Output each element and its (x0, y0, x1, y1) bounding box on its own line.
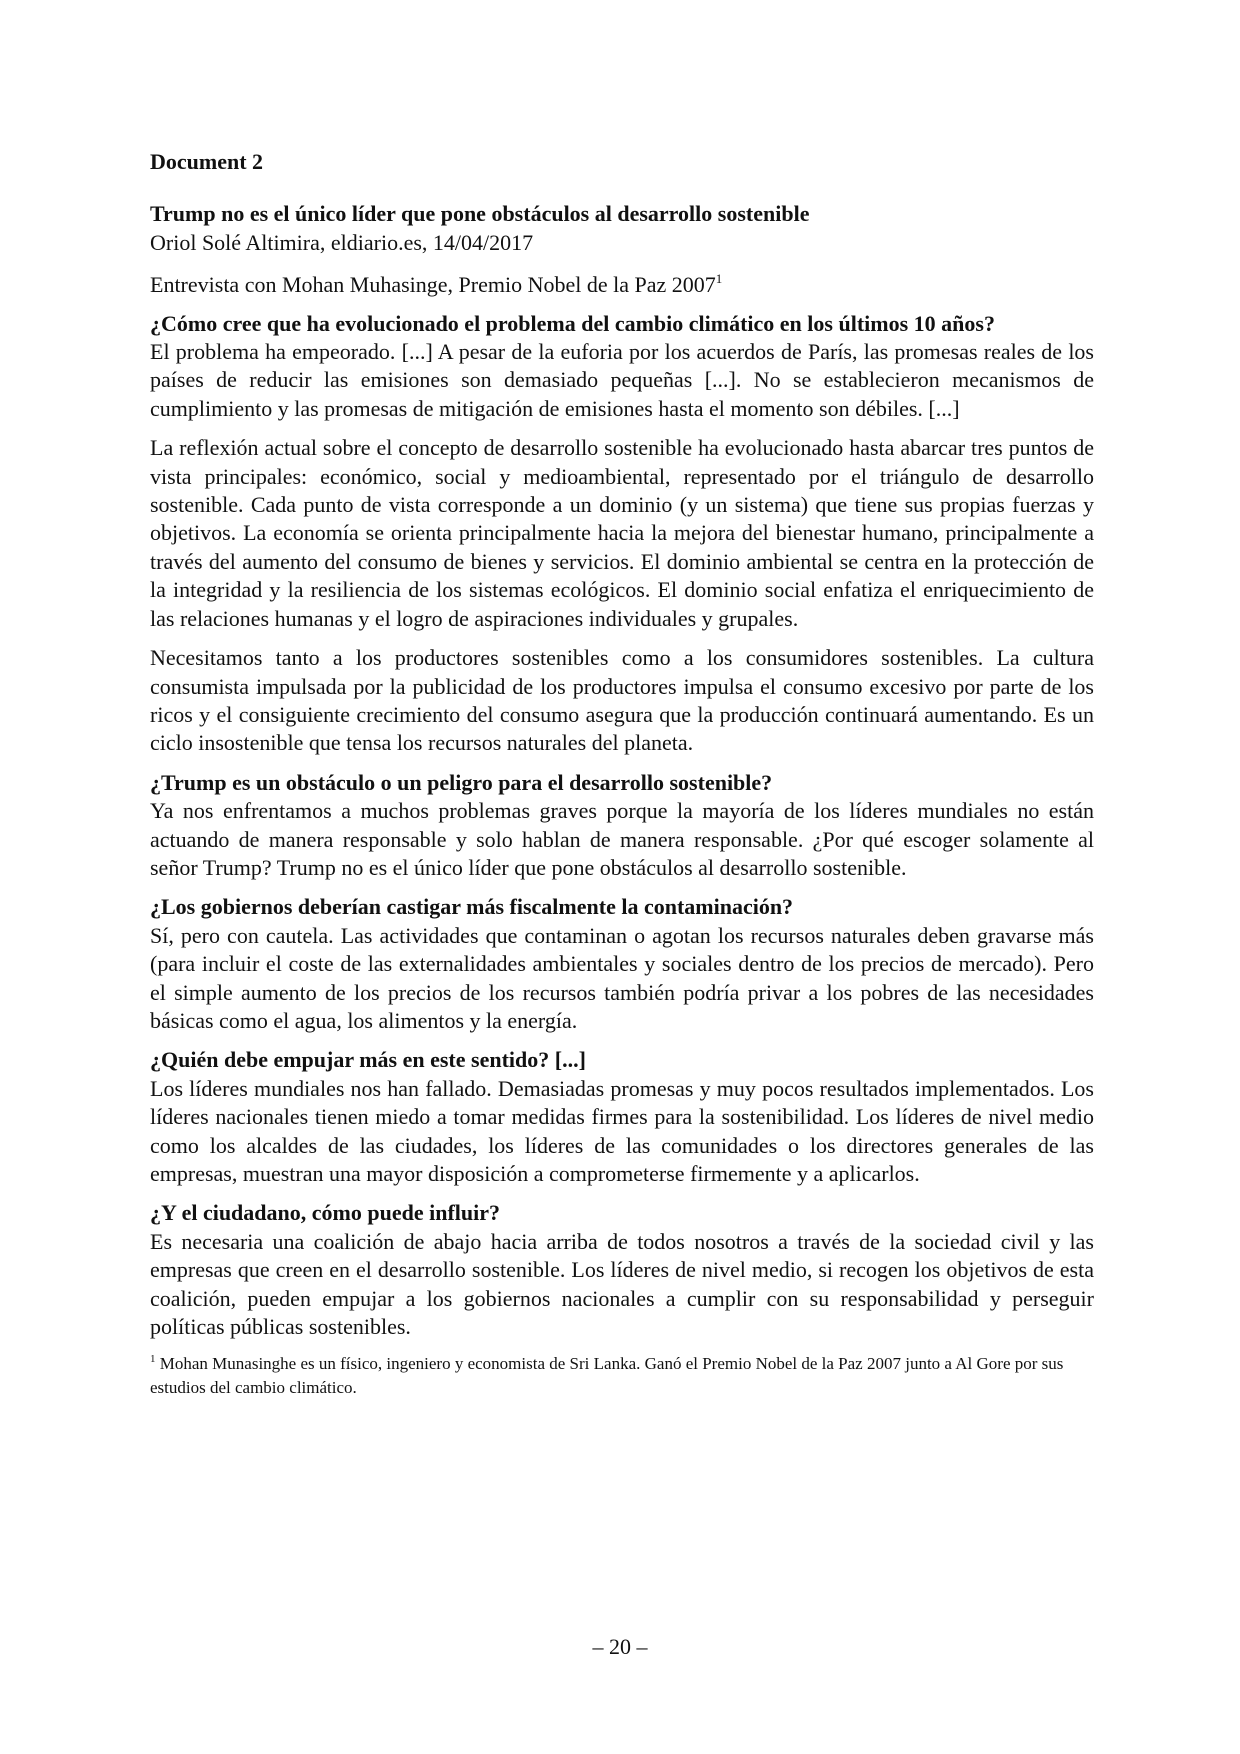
article-title: Trump no es el único líder que pone obstáculos al desarrollo sostenible (150, 201, 810, 227)
footnote-reference: 1 (715, 271, 723, 287)
answer-paragraph: El problema ha empeorado. [...] A pesar de la euforia por los acuerdos de París, las promesas reales de los países de reducir las emisiones son demasiado pequeñas [...]. No se establecieron mecanismos de cumplimiento y las promesas de mitigación de emisiones hasta el momento son débiles. [...] (150, 339, 1094, 421)
article-byline: Oriol Solé Altimira, eldiario.es, 14/04/2017 (150, 229, 534, 255)
document-page (150, 148, 1094, 1400)
document-label: Document 2 (150, 149, 264, 174)
answer-paragraph: Los líderes mundiales nos han fallado. Demasiadas promesas y muy pocos resultados implementados. Los líderes nacionales tienen miedo a tomar medidas firmes para la sostenibilidad. Los líderes de nivel medio como los alcaldes de las ciudades, los líderes de las comunidades o los directores generales de las empresas, muestran una mayor disposición a comprometerse firmemente y a aplicarlos. (150, 1075, 1094, 1186)
answer-paragraph: Ya nos enfrentamos a muchos problemas graves porque la mayoría de los líderes mundiales no están actuando de manera responsable y solo hablan de manera responsable. ¿Por qué escoger solamente al señor Trump? Trump no es el único líder que pone obstáculos al desarrollo sostenible. (150, 798, 1094, 880)
footnote-marker: 1 (150, 1353, 156, 1366)
question-climate-evolution: ¿Cómo cree que ha evolucionado el problema del cambio climático en los últimos 10 años? (150, 310, 995, 336)
footnote (150, 1352, 1094, 1400)
interview-intro-text: Entrevista con Mohan Muhasinge, Premio Nobel de la Paz 2007 (150, 272, 716, 298)
answer-paragraph: Sí, pero con cautela. Las actividades que contaminan o agotan los recursos naturales deben gravarse más (para incluir el coste de las externalidades ambientales y sociales dentro de los precios de mercado). Pero el simple aumento de los precios de los recursos también podría privar a los pobres de las necesidades básicas como el agua, los alimentos y la energía. (150, 922, 1094, 1033)
answer-paragraph: La reflexión actual sobre el concepto de desarrollo sostenible ha evolucionado hasta abarcar tres puntos de vista principales: económico, social y medioambiental, representado por el triángulo de desarrollo sostenible. Cada punto de vista corresponde a un dominio (y un sistema) que tiene sus propias fuerzas y objetivos. La economía se orienta principalmente hacia la mejora del bienestar humano, principalmente a través del aumento del consumo de bienes y servicios. El dominio ambiental se centra en la protección de la integridad y la resiliencia de los sistemas ecológicos. El dominio social enfatiza el enriquecimiento de las relaciones humanas y el logro de aspiraciones individuales y grupales. (150, 435, 1094, 631)
answer-paragraph: Necesitamos tanto a los productores sostenibles como a los consumidores sostenibles. La cultura consumista impulsada por la publicidad de los productores impulsa el consumo excesivo por parte de los ricos y el consiguiente crecimiento del consumo asegura que la producción continuará aumentando. Es un ciclo insostenible que tensa los recursos naturales del planeta. (150, 645, 1094, 756)
question-trump-obstacle: ¿Trump es un obstáculo o un peligro para el desarrollo sostenible? (150, 769, 773, 795)
interview-intro (150, 271, 1094, 299)
question-who-should-push: ¿Quién debe empujar más en este sentido? [...] (150, 1047, 586, 1073)
question-pollution-tax: ¿Los gobiernos deberían castigar más fiscalmente la contaminación? (150, 894, 794, 920)
footnote-text: Mohan Munasinghe es un físico, ingeniero y economista de Sri Lanka. Ganó el Premio Nobel de la Paz 2007 junto a Al Gore por sus estudios del cambio climático. (150, 1354, 1064, 1398)
page-number: – 20 – (592, 1634, 648, 1659)
answer-paragraph: Es necesaria una coalición de abajo hacia arriba de todos nosotros a través de la sociedad civil y las empresas que creen en el desarrollo sostenible. Los líderes de nivel medio, si recogen los objetivos de esta coalición, pueden empujar a los gobiernos nacionales a cumplir con su responsabilidad y perseguir políticas públicas sostenibles. (150, 1228, 1094, 1340)
question-citizen-influence: ¿Y el ciudadano, cómo puede influir? (150, 1200, 500, 1226)
